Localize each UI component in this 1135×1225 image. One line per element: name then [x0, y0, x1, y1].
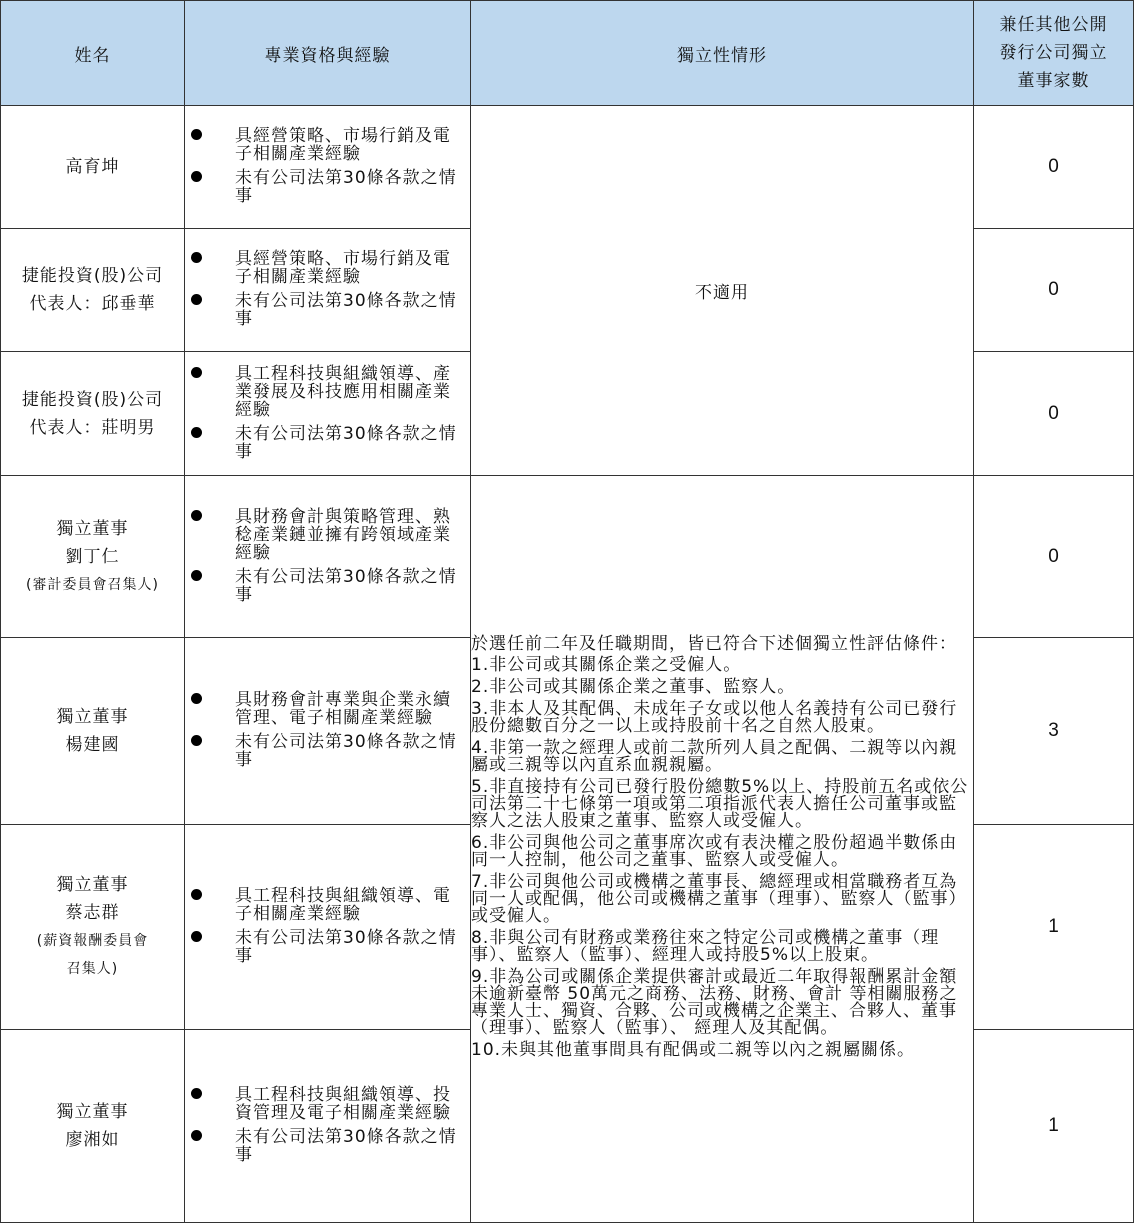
criteria-item: 9.非為公司或關係企業提供審計或最近二年取得報酬累計金額未逾新臺幣 50萬元之商務、法務、財務、會計 等相關服務之專業人士、獨資、合夥、公司或機構之企業主、合夥人、董事（理事）、監察人（監事）、 經理人及其配偶。 — [471, 966, 958, 1038]
director-name-line: 代表人：邱垂華 — [29, 294, 156, 314]
criteria-item: 2.非公司或其關係企業之董事、監察人。 — [471, 676, 796, 697]
qualification-text: 具財務會計與策略管理、熟稔產業鏈並擁有跨領域產業經驗 — [235, 506, 451, 563]
qualification-text: 具工程科技與組織領導、電子相關產業經驗 — [235, 886, 451, 924]
bullet-icon — [191, 367, 202, 378]
bullet-icon — [191, 252, 202, 263]
director-name — [1, 1030, 185, 1223]
criteria-item: 1.非公司或其關係企業之受僱人。 — [471, 654, 742, 675]
qualification-text: 具經營策略、市場行銷及電子相關產業經驗 — [235, 249, 451, 287]
director-name-line: 獨立董事 — [56, 1102, 129, 1122]
qualification-item — [185, 508, 466, 562]
director-name-line: (審計委員會召集人) — [26, 576, 159, 593]
qualification-item — [185, 691, 466, 727]
qualification-item — [185, 425, 466, 461]
qualification-item — [185, 1086, 466, 1122]
qualification-text: 具財務會計專業與企業永續管理、電子相關產業經驗 — [235, 690, 451, 728]
criteria-item: 5.非直接持有公司已發行股份總數5%以上、持股前五名或依公司法第二十七條第一項或第二項指派代表人擔任公司董事或監察人之法人股東之董事、監察人或受僱人。 — [471, 776, 969, 831]
director-name — [1, 106, 185, 229]
qualification-text: 未有公司法第30條各款之情事 — [235, 566, 457, 605]
header-other-count-line: 兼任其他公開 — [999, 15, 1108, 35]
criteria-item: 10.未與其他董事間具有配偶或二親等以內之親屬關係。 — [471, 1039, 916, 1060]
bullet-icon — [191, 1088, 202, 1099]
qualification-text: 具經營策略、市場行銷及電子相關產業經驗 — [235, 126, 451, 164]
director-qualifications — [185, 1030, 471, 1223]
bullet-icon — [191, 931, 202, 942]
bullet-icon — [191, 129, 202, 140]
director-name-line: (薪資報酬委員會 — [36, 933, 149, 949]
header-other-count-line: 董事家數 — [1017, 71, 1090, 91]
director-qualifications — [185, 825, 471, 1030]
director-name-line: 蔡志群 — [65, 903, 120, 923]
bullet-icon — [191, 889, 202, 900]
director-name-line: 獨立董事 — [56, 707, 129, 727]
other-board-count: 0 — [974, 476, 1134, 638]
director-name — [1, 638, 185, 825]
criteria-item: 6.非公司與他公司之董事席次或有表決權之股份超過半數係由同一人控制，他公司之董事、監察人或受僱人。 — [471, 832, 958, 870]
header-independence: 獨立性情形 — [471, 1, 974, 106]
qualification-item — [185, 169, 466, 205]
director-name-line: 捷能投資(股)公司 — [21, 389, 164, 410]
criteria-item: 3.非本人及其配偶、未成年子女或以他人名義持有公司已發行股份總數百分之一以上或持股前十名之自然人股東。 — [471, 698, 958, 736]
director-qualifications — [185, 476, 471, 638]
bullet-icon — [191, 570, 202, 581]
qualification-text: 未有公司法第30條各款之情事 — [235, 928, 457, 966]
bullet-icon — [191, 294, 202, 305]
qualification-item — [185, 568, 466, 604]
qualification-item — [185, 365, 466, 419]
qualification-item — [185, 292, 466, 328]
bullet-icon — [191, 171, 202, 182]
criteria-item: 7.非公司與他公司或機構之董事長、總經理或相當職務者互為同一人或配偶，他公司或機構之董事（理事）、監察人（監事）或受僱人。 — [471, 871, 967, 926]
header-other-count-line: 發行公司獨立 — [999, 43, 1108, 63]
director-name — [1, 352, 185, 476]
director-name-line: 捷能投資(股)公司 — [21, 266, 164, 286]
director-qualifications — [185, 229, 471, 352]
director-qualifications — [185, 106, 471, 229]
header-name: 姓名 — [1, 1, 185, 106]
bullet-icon — [191, 1130, 202, 1141]
independence-not-applicable: 不適用 — [471, 106, 974, 476]
director-name-line: 廖湘如 — [65, 1130, 120, 1150]
director-qualifications — [185, 638, 471, 825]
director-qualifications — [185, 352, 471, 476]
criteria-intro: 於選任前二年及任職期間，皆已符合下述個獨立性評估條件： — [471, 633, 957, 654]
qualification-item — [185, 887, 466, 923]
director-name — [1, 476, 185, 638]
qualification-text: 未有公司法第30條各款之情事 — [235, 1127, 457, 1165]
qualification-text: 未有公司法第30條各款之情事 — [235, 732, 457, 770]
header-qualifications: 專業資格與經驗 — [185, 1, 471, 106]
other-board-count: 0 — [974, 106, 1134, 229]
director-name-line: 召集人) — [66, 961, 119, 977]
qualification-text: 未有公司法第30條各款之情事 — [235, 168, 457, 206]
director-name — [1, 825, 185, 1030]
qualification-text: 未有公司法第30條各款之情事 — [235, 291, 457, 329]
director-name-line: 獨立董事 — [56, 875, 129, 895]
criteria-item: 4.非第一款之經理人或前二款所列人員之配偶、二親等以內親屬或三親等以內直系血親親屬。 — [471, 737, 958, 775]
other-board-count: 0 — [974, 352, 1134, 476]
director-name-line: 代表人：莊明男 — [29, 417, 156, 438]
header-row — [1, 1, 1134, 106]
qualification-text: 具工程科技與組織領導、產業發展及科技應用相關產業經驗 — [235, 363, 451, 420]
independence-criteria — [471, 476, 974, 1223]
qualification-text: 未有公司法第30條各款之情事 — [235, 423, 457, 462]
director-name-line: 楊建國 — [65, 735, 120, 755]
other-board-count: 1 — [974, 1030, 1134, 1223]
qualification-item — [185, 929, 466, 965]
qualification-item — [185, 250, 466, 286]
director-name-line: 高育坤 — [65, 157, 120, 177]
qualification-item — [185, 127, 466, 163]
qualification-item — [185, 733, 466, 769]
criteria-item: 8.非與公司有財務或業務往來之特定公司或機構之董事（理事）、監察人（監事）、經理人或持股5%以上股東。 — [471, 927, 940, 965]
other-board-count: 3 — [974, 638, 1134, 825]
header-other-count — [974, 1, 1134, 106]
table-row — [1, 106, 1134, 229]
bullet-icon — [191, 427, 202, 438]
director-name-line: 劉丁仁 — [65, 546, 120, 567]
other-board-count: 1 — [974, 825, 1134, 1030]
qualification-text: 具工程科技與組織領導、投資管理及電子相關產業經驗 — [235, 1085, 451, 1123]
bullet-icon — [191, 735, 202, 746]
other-board-count: 0 — [974, 229, 1134, 352]
table-row — [1, 476, 1134, 638]
qualification-item — [185, 1128, 466, 1164]
bullet-icon — [191, 510, 202, 521]
director-name — [1, 229, 185, 352]
director-name-line: 獨立董事 — [56, 518, 129, 539]
bullet-icon — [191, 693, 202, 704]
